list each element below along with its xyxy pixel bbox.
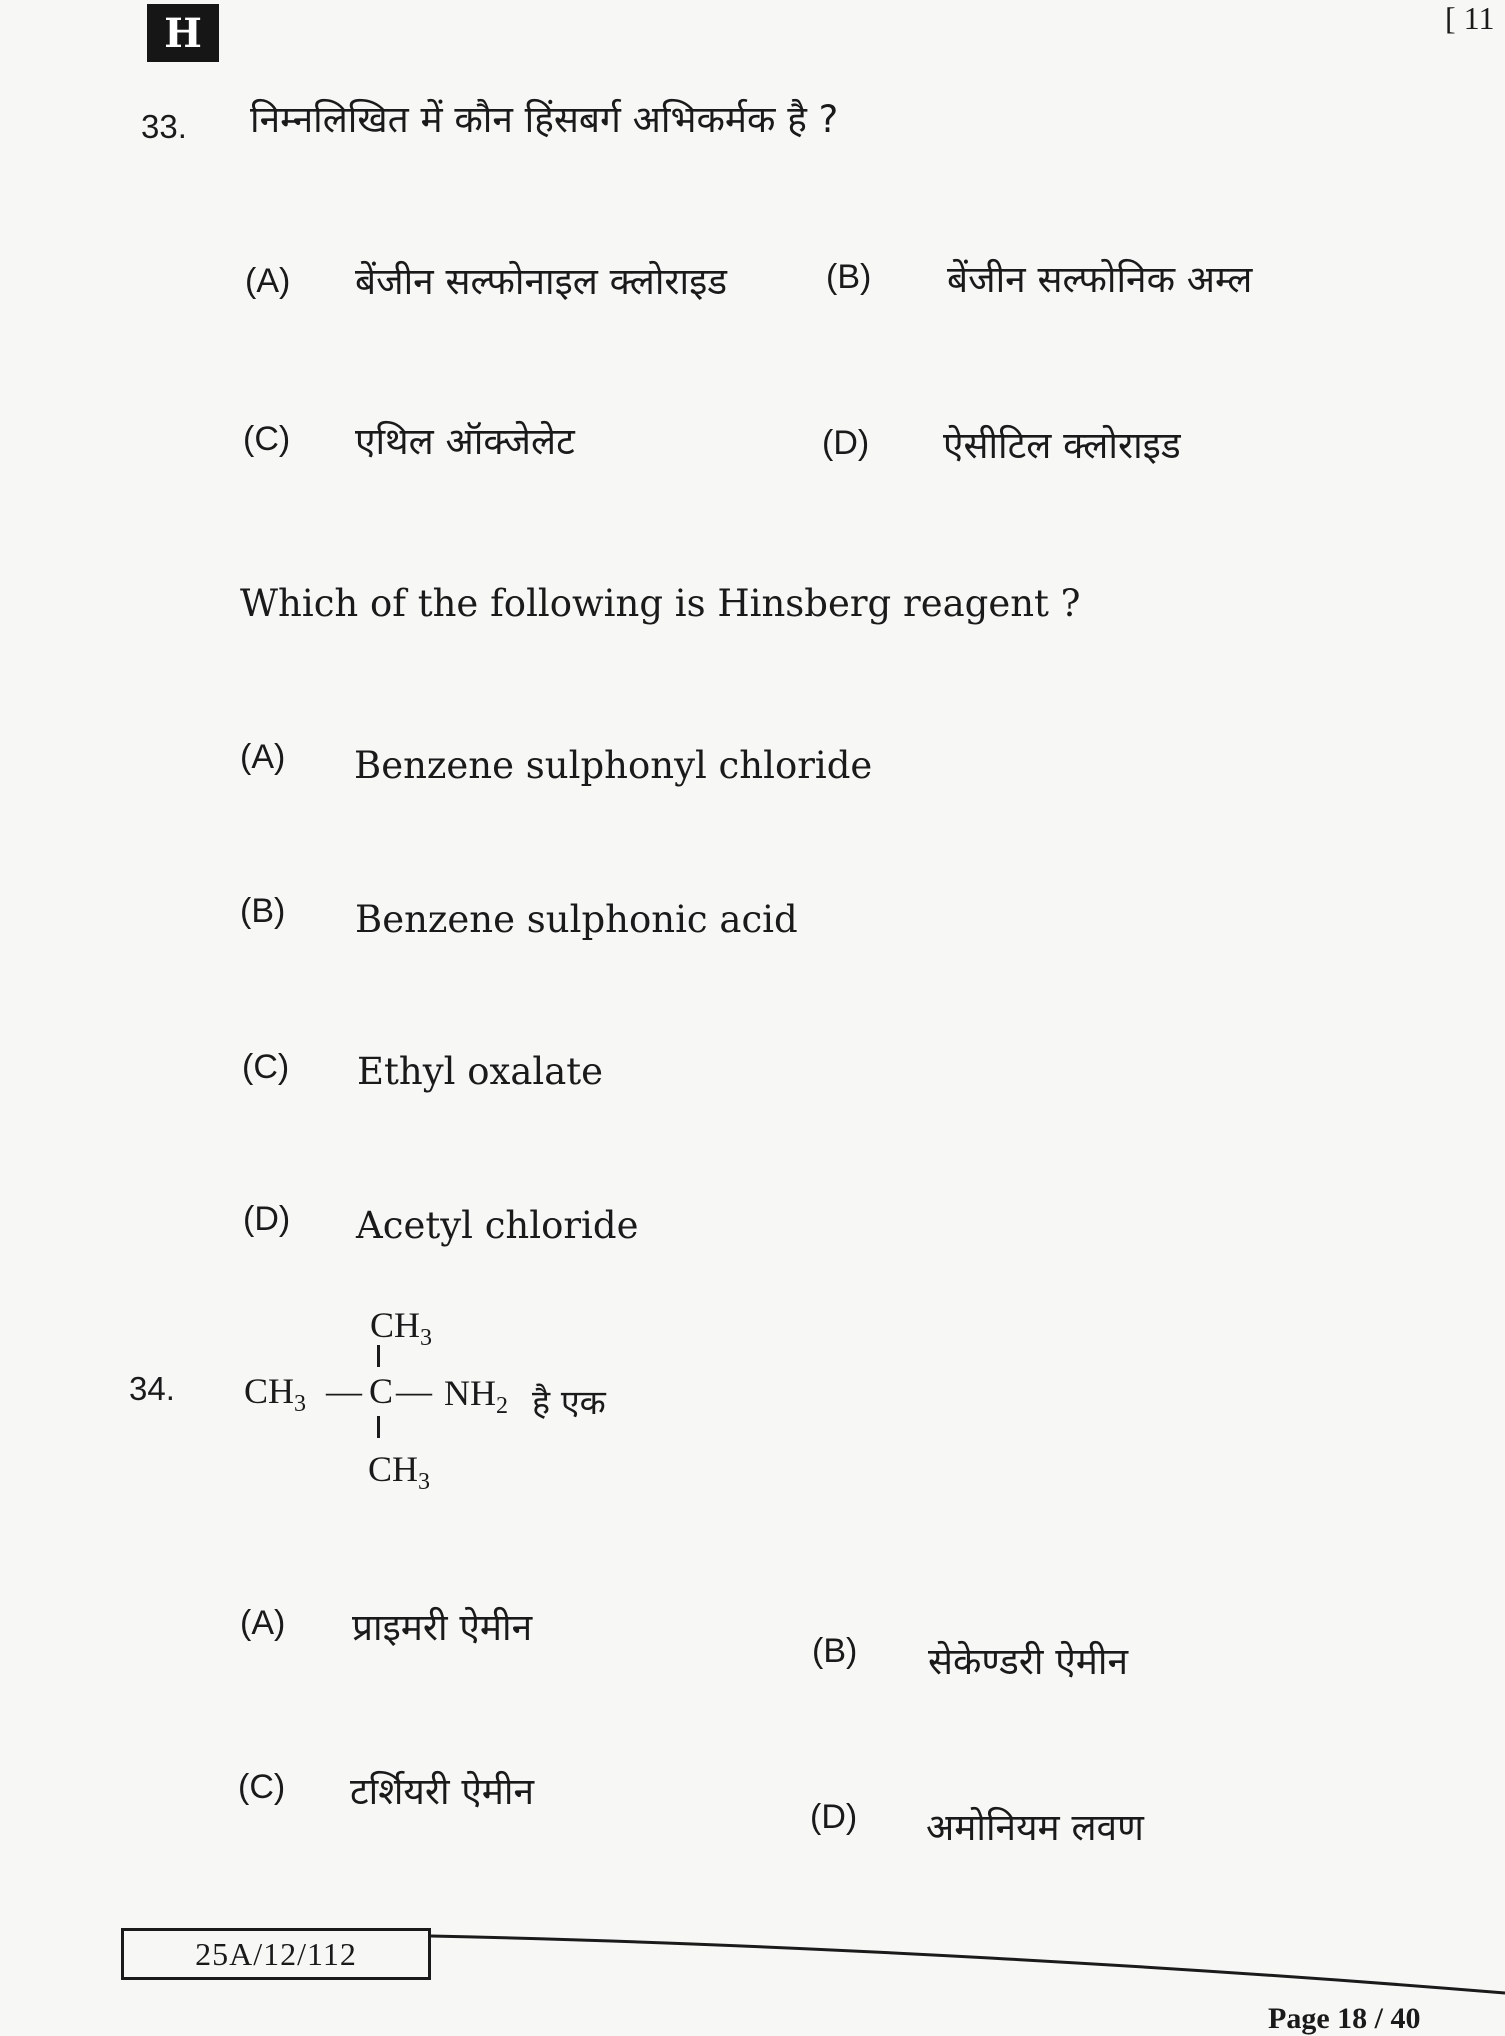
question-33-hindi-text: निम्नलिखित में कौन हिंसबर्ग अभिकर्मक है ? (250, 98, 839, 141)
q33-english-option-b-text: Benzene sulphonic acid (355, 898, 798, 941)
q33-hindi-option-c-text: एथिल ऑक्जेलेट (355, 420, 575, 463)
q33-hindi-option-b-text: बेंजीन सल्फोनिक अम्ल (947, 258, 1253, 301)
page-number: Page 18 / 40 (1268, 2002, 1421, 2035)
q34-option-a-text: प्राइमरी ऐमीन (352, 1606, 533, 1649)
q33-english-option-a-text: Benzene sulphonyl chloride (354, 744, 873, 787)
q33-english-option-c-label: (C) (242, 1048, 290, 1086)
q33-hindi-option-d-text: ऐसीटिल क्लोराइड (943, 424, 1181, 467)
structure-bottom-group: $CH_3$ (368, 1449, 431, 1495)
q34-option-d-text: अमोनियम लवण (926, 1806, 1144, 1849)
q33-english-option-d-text: Acetyl chloride (356, 1204, 639, 1247)
structure-left-group: $CH_3$ (244, 1371, 307, 1417)
q33-hindi-option-a-label: (A) (245, 262, 291, 300)
q34-option-a-label: (A) (240, 1604, 286, 1642)
q34-option-c-text: टर्शियरी ऐमीन (350, 1770, 535, 1813)
structure-top-group: $CH_3$ (370, 1305, 433, 1351)
question-34-hindi-suffix: है एक (532, 1383, 606, 1423)
question-33-english-text: Which of the following is Hinsberg reagent ? (240, 582, 1081, 625)
q34-option-d-label: (D) (810, 1798, 858, 1836)
q33-english-option-a-label: (A) (240, 738, 286, 776)
q33-english-option-c-text: Ethyl oxalate (357, 1050, 604, 1093)
series-badge: H (147, 4, 219, 62)
q33-hindi-option-b-label: (B) (826, 258, 872, 296)
q33-hindi-option-d-label: (D) (822, 424, 870, 462)
bond-right: — (396, 1371, 432, 1411)
q33-english-option-b-label: (B) (240, 892, 286, 930)
bond-left: — (326, 1371, 362, 1411)
structure-center-carbon: C (369, 1371, 394, 1411)
structure-right-group: $NH_2$ (444, 1373, 508, 1419)
question-34-number: 34. (129, 1370, 175, 1407)
q33-hindi-option-a-text: बेंजीन सल्फोनाइल क्लोराइड (355, 260, 728, 303)
q33-hindi-option-c-label: (C) (243, 420, 291, 458)
q34-option-b-label: (B) (812, 1632, 858, 1670)
q34-option-c-label: (C) (238, 1768, 286, 1806)
page-mark: [ 11 (1445, 0, 1495, 36)
question-33-number: 33. (141, 108, 187, 145)
paper-code: 25A/12/112 (121, 1928, 431, 1980)
q34-option-b-text: सेकेण्डरी ऐमीन (928, 1640, 1128, 1683)
q33-english-option-d-label: (D) (243, 1200, 291, 1238)
